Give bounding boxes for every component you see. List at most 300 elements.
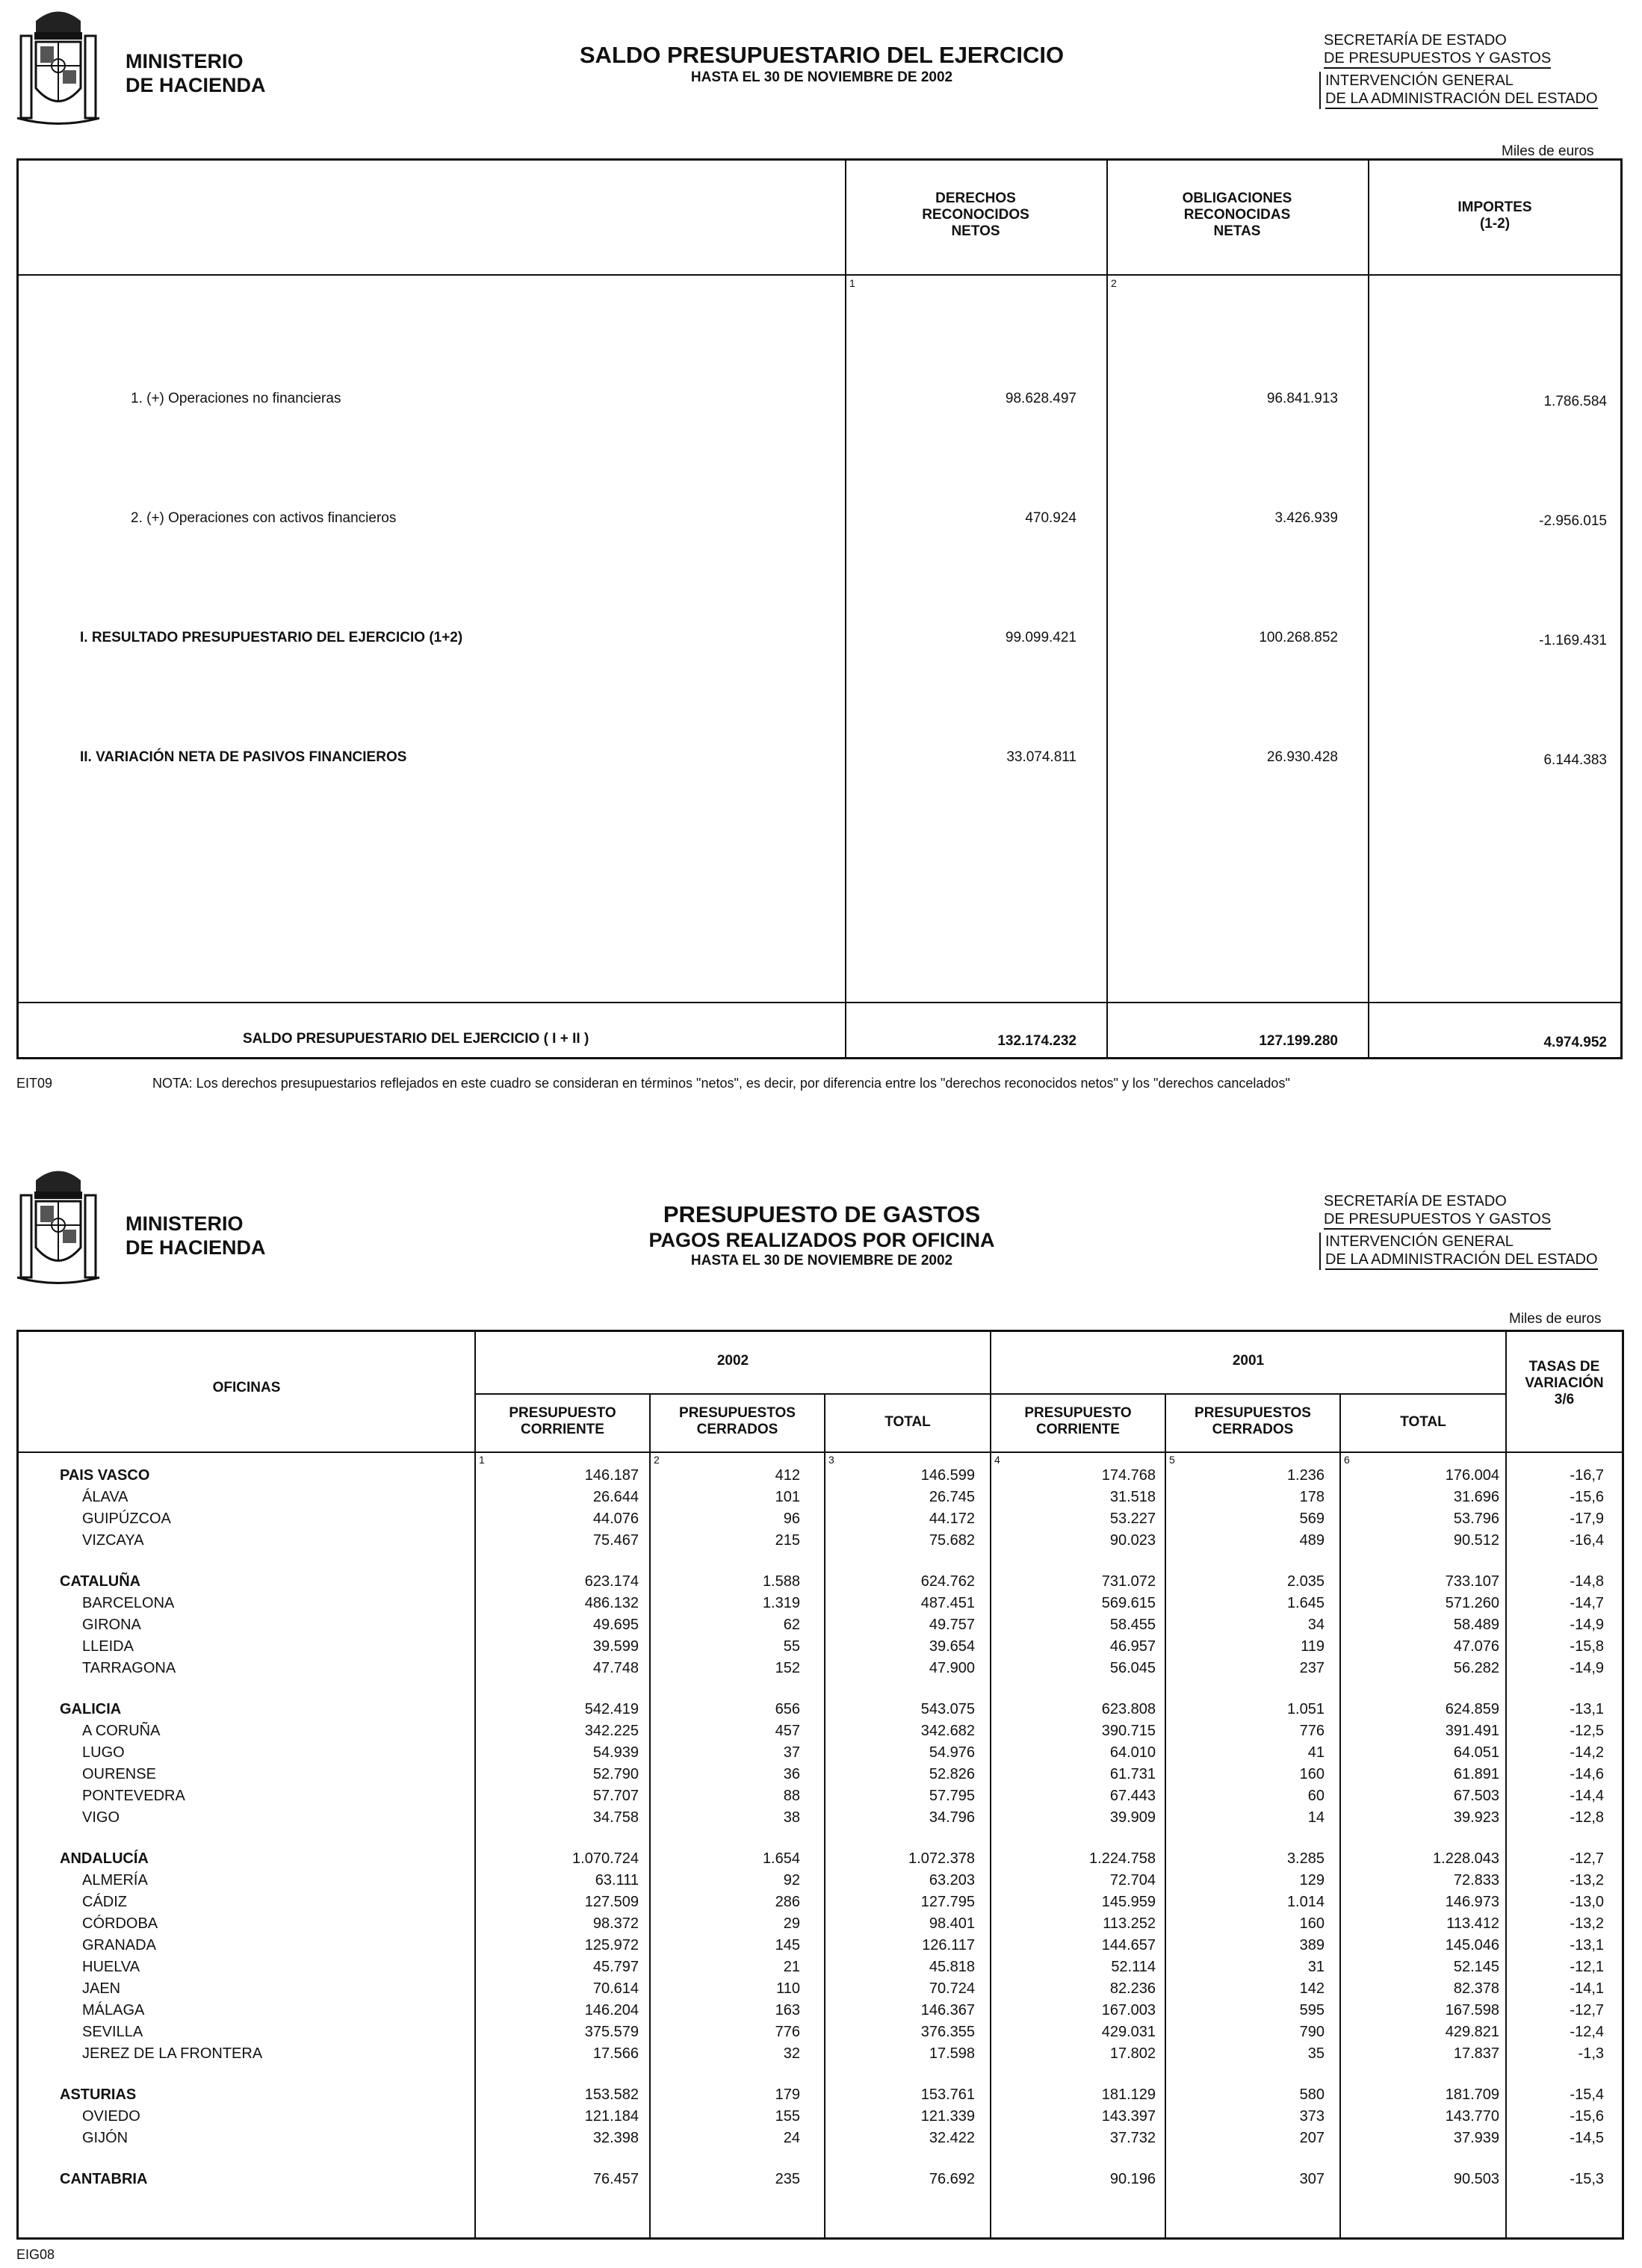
cell-value: 17.566 [592,2045,639,2062]
cell-value: 207 [1299,2130,1325,2146]
cell-value: 127.795 [920,1894,975,1910]
cell-value: 237 [1299,1660,1325,1676]
office-row [19,2128,1641,2149]
office-row [19,1935,1641,1956]
cell-value: 160 [1299,1915,1325,1932]
cell-value: 24 [783,2130,800,2146]
cell-value: -15,3 [1570,2171,1604,2187]
cell-value: 1.228.043 [1433,1850,1499,1867]
office-row [19,1913,1641,1935]
cell-value: 32.422 [929,2130,975,2146]
cell-value: 163 [775,2002,800,2018]
cell-value: 29 [783,1915,800,1932]
cell-value: 542.419 [584,1701,639,1717]
office-name: CATALUÑA [60,1573,141,1590]
office-name: VIZCAYA [82,1532,144,1549]
cell-value: 146.599 [920,1467,975,1484]
cell-value: 75.467 [592,1532,639,1549]
cell-value: 39.909 [1109,1809,1156,1826]
row-value: 26.930.428 [1266,749,1338,765]
cell-value: 88 [783,1788,800,1804]
cell-value: 56.282 [1453,1660,1499,1676]
cell-value: -13,2 [1570,1915,1604,1932]
office-row [19,1487,1641,1508]
cell-value: 571.260 [1445,1595,1499,1611]
cell-value: 391.491 [1445,1723,1499,1739]
cell-value: 153.761 [920,2086,975,2103]
cell-value: 776 [1299,1723,1325,1739]
ministry-name [126,49,266,97]
cell-value: 1.014 [1286,1894,1325,1910]
cell-value: 67.443 [1109,1788,1156,1804]
secretaria-line1: SECRETARÍA DE ESTADO [1324,32,1507,49]
cell-value: 125.972 [584,1937,639,1953]
cell-value: -13,1 [1570,1701,1604,1717]
cell-value: 63.111 [595,1872,639,1889]
cell-value: 121.339 [920,2108,975,2125]
office-row [19,1720,1641,1742]
cell-value: -14,6 [1570,1766,1604,1782]
region-row [19,1699,1641,1720]
cell-value: 41 [1307,1744,1325,1761]
cell-value: 1.070.724 [572,1850,639,1867]
coat-of-arms-icon [13,1165,103,1285]
cell-value: 38 [783,1809,800,1826]
cell-value: 623.808 [1101,1701,1156,1717]
presupuesto-corriente-header: PRESUPUESTO CORRIENTE [1024,1405,1132,1437]
cell-value: 21 [783,1959,800,1975]
total-value: 4.974.952 [1543,1035,1607,1050]
cell-value: 47.900 [929,1660,975,1676]
cell-value: 412 [775,1467,800,1484]
cell-value: 489 [1299,1532,1325,1549]
cell-value: -13,1 [1570,1937,1604,1953]
cell-value: 486.132 [584,1595,639,1611]
cell-value: 429.031 [1101,2024,1156,2040]
ministry-name [126,1212,266,1260]
ministry-line1: MINISTERIO [126,50,244,72]
cell-value: 543.075 [920,1701,975,1717]
cell-value: -15,6 [1570,1489,1604,1505]
cell-value: 60 [1307,1788,1325,1804]
office-name: OVIEDO [82,2108,140,2125]
cell-value: 1.645 [1286,1595,1325,1611]
report1-note: NOTA: Los derechos presupuestarios reflejados en este cuadro se consideran en términos "netos", es decir, por diferencia entre los "derechos reconocidos netos" y los "derechos cancelados" [152,1076,1290,1091]
cell-value: 3.285 [1286,1850,1325,1867]
cell-value: 14 [1307,1809,1325,1826]
cell-value: 31.518 [1109,1489,1156,1505]
report1-subtitle: HASTA EL 30 DE NOVIEMBRE DE 2002 [690,69,953,85]
presupuesto-corriente-header: PRESUPUESTO CORRIENTE [509,1405,616,1437]
cell-value: 121.184 [584,2108,639,2125]
row-value: 100.268.852 [1259,630,1338,645]
row-label: II. VARIACIÓN NETA DE PASIVOS FINANCIEROS [80,749,407,765]
office-name: LLEIDA [82,1638,134,1655]
cell-value: 176.004 [1445,1467,1499,1484]
cell-value: 2.035 [1286,1573,1325,1590]
row-value: 3.426.939 [1274,510,1338,526]
cell-value: 110 [776,1980,800,1997]
cell-value: 44.172 [929,1511,975,1527]
cell-value: 569.615 [1101,1595,1156,1611]
row-label: 2. (+) Operaciones con activos financieros [131,510,397,526]
cell-value: 37.732 [1109,2130,1156,2146]
cell-value: 733.107 [1445,1573,1499,1590]
office-name: GUIPÚZCOA [82,1511,171,1527]
cell-value: 160 [1299,1766,1325,1782]
office-row [19,2000,1641,2021]
ministry-line2: DE HACIENDA [126,1236,266,1259]
cell-value: 34.758 [592,1809,639,1826]
cell-value: 26.745 [929,1489,975,1505]
cell-value: 307 [1299,2171,1325,2187]
cell-value: 152 [775,1660,800,1676]
cell-value: 49.695 [592,1617,639,1633]
cell-value: 64.010 [1109,1744,1156,1761]
report2-table [16,1330,1624,2240]
tasas-header: TASAS DE VARIACIÓN 3/6 [1525,1359,1604,1407]
cell-value: 179 [775,2086,800,2103]
region-row [19,1571,1641,1593]
cell-value: 39.654 [929,1638,975,1655]
cell-value: 17.802 [1109,2045,1156,2062]
cell-value: 1.072.378 [908,1850,975,1867]
cell-value: -12,1 [1570,1959,1604,1975]
cell-value: 76.692 [929,2171,975,2187]
col-importes-header: IMPORTES (1-2) [1457,199,1532,232]
row-value: 33.074.811 [1006,749,1076,765]
cell-value: 46.957 [1109,1638,1156,1655]
office-row [19,1807,1641,1829]
cell-value: 31.696 [1453,1489,1499,1505]
col-derechos-header: DERECHOS RECONOCIDOS NETOS [922,190,1029,239]
ministry-line2: DE HACIENDA [126,74,266,96]
office-row [19,1742,1641,1764]
cell-value: 35 [1307,2045,1325,2062]
office-row [19,1785,1641,1807]
cell-value: -14,4 [1570,1788,1604,1804]
cell-value: 1.236 [1286,1467,1325,1484]
office-row [19,1530,1641,1552]
row-value: 6.144.383 [1543,752,1607,768]
report1-units: Miles de euros [1502,143,1594,159]
cell-value: 63.203 [929,1872,975,1889]
cell-value: 52.114 [1111,1959,1156,1975]
cell-value: -15,6 [1570,2108,1604,2125]
cell-value: 76.457 [592,2171,639,2187]
row-label: I. RESULTADO PRESUPUESTARIO DEL EJERCICIO (1+2) [80,630,463,645]
cell-value: 624.859 [1445,1701,1499,1717]
cell-value: -14,9 [1570,1617,1604,1633]
cell-value: 56.045 [1109,1660,1156,1676]
cell-value: 55 [783,1638,800,1655]
office-name: ANDALUCÍA [60,1850,149,1867]
cell-value: 75.682 [929,1532,975,1549]
office-name: SEVILLA [82,2024,143,2040]
cell-value: 390.715 [1101,1723,1156,1739]
office-row [19,1658,1641,1679]
office-name: VIGO [82,1809,120,1826]
cell-value: 457 [775,1723,800,1739]
cell-value: 142 [1299,1980,1325,1997]
report1-title: SALDO PRESUPUESTARIO DEL EJERCICIO [579,42,1065,68]
cell-value: 26.644 [592,1489,639,1505]
office-name: BARCELONA [82,1595,175,1611]
cell-value: 790 [1299,2024,1325,2040]
col-obligaciones-header: OBLIGACIONES RECONOCIDAS NETAS [1182,190,1292,239]
secretaria-line1: SECRETARÍA DE ESTADO [1324,1193,1507,1209]
cell-value: 54.976 [929,1744,975,1761]
region-row [19,1465,1641,1487]
cell-value: 39.923 [1453,1809,1499,1826]
cell-value: 90.512 [1453,1532,1499,1549]
cell-value: 17.598 [929,2045,975,2062]
cell-value: -12,7 [1570,1850,1604,1867]
total-value: 132.174.232 [997,1033,1076,1049]
office-row [19,1870,1641,1891]
cell-value: 126.117 [922,1937,975,1953]
cell-value: 146.973 [1445,1894,1499,1910]
report1-table [16,158,1623,1059]
cell-value: 1.051 [1286,1701,1325,1717]
cell-value: 72.704 [1109,1872,1156,1889]
cell-value: 57.795 [929,1788,975,1804]
office-row [19,1956,1641,1978]
col-number: 2 [1111,277,1117,289]
office-name: JEREZ DE LA FRONTERA [82,2045,263,2062]
cell-value: 57.707 [592,1788,639,1804]
cell-value: 52.790 [592,1766,639,1782]
cell-value: 342.225 [584,1723,639,1739]
cell-value: 119 [1301,1638,1325,1655]
total-header: TOTAL [884,1414,931,1430]
cell-value: 153.582 [584,2086,639,2103]
col-number: 2 [654,1454,660,1466]
office-name: ÁLAVA [82,1489,128,1505]
intervencion-block [1319,1233,1598,1270]
oficinas-header: OFICINAS [212,1380,281,1395]
office-row [19,2043,1641,2065]
office-name: GRANADA [82,1937,156,1953]
cell-value: 487.451 [920,1595,975,1611]
cell-value: 34.796 [929,1809,975,1826]
cell-value: 342.682 [920,1723,975,1739]
col-number: 1 [479,1454,485,1466]
cell-value: 61.731 [1109,1766,1156,1782]
cell-value: 52.145 [1453,1959,1499,1975]
row-value: 96.841.913 [1266,391,1338,406]
cell-value: -12,5 [1570,1723,1604,1739]
ministry-line1: MINISTERIO [126,1212,244,1235]
cell-value: 52.826 [929,1766,975,1782]
cell-value: 580 [1299,2086,1325,2103]
cell-value: 39.599 [592,1638,639,1655]
cell-value: 37 [783,1744,800,1761]
cell-value: 36 [783,1766,800,1782]
report1-code: EIT09 [16,1076,53,1091]
cell-value: 53.227 [1109,1511,1156,1527]
cell-value: 90.196 [1109,2171,1156,2187]
office-row [19,1978,1641,2000]
cell-value: 731.072 [1101,1573,1156,1590]
cell-value: 1.319 [762,1595,800,1611]
cell-value: 45.818 [929,1959,975,1975]
report2-code: EIG08 [16,2247,55,2262]
office-name: TARRAGONA [82,1660,176,1676]
cell-value: 92 [783,1872,800,1889]
cell-value: -14,9 [1570,1660,1604,1676]
cell-value: 144.657 [1101,1937,1156,1953]
cell-value: -14,2 [1570,1744,1604,1761]
cell-value: 45.797 [592,1959,639,1975]
year-2002-header: 2002 [716,1353,749,1369]
cell-value: 146.367 [920,2002,975,2018]
cell-value: 70.614 [592,1980,639,1997]
cell-value: 167.598 [1445,2002,1499,2018]
cell-value: 82.236 [1109,1980,1156,1997]
office-row [19,1636,1641,1658]
intervencion-line2: DE LA ADMINISTRACIÓN DEL ESTADO [1325,1251,1598,1270]
office-name: CÓRDOBA [82,1915,158,1932]
cell-value: 17.837 [1453,2045,1499,2062]
cell-value: 145 [775,1937,800,1953]
office-row [19,1508,1641,1530]
presupuestos-cerrados-header: PRESUPUESTOS CERRADOS [679,1405,796,1437]
cell-value: 49.757 [929,1617,975,1633]
cell-value: 776 [775,2024,800,2040]
row-value: 470.924 [1025,510,1076,526]
cell-value: 145.959 [1101,1894,1156,1910]
year-2001-header: 2001 [1232,1353,1265,1369]
cell-value: -13,0 [1570,1894,1604,1910]
secretaria-line2: DE PRESUPUESTOS Y GASTOS [1324,49,1551,69]
cell-value: 376.355 [920,2024,975,2040]
row-value: -1.169.431 [1539,633,1607,648]
row-value: 99.099.421 [1005,630,1076,645]
cell-value: 32.398 [592,2130,639,2146]
report2-title: PRESUPUESTO DE GASTOS [663,1201,981,1227]
office-name: PONTEVEDRA [82,1788,185,1804]
cell-value: -14,5 [1570,2130,1604,2146]
cell-value: 58.455 [1109,1617,1156,1633]
intervencion-line2: DE LA ADMINISTRACIÓN DEL ESTADO [1325,90,1598,109]
cell-value: 1.224.758 [1089,1850,1156,1867]
cell-value: 595 [1299,2002,1325,2018]
office-name: GALICIA [60,1701,122,1717]
coat-of-arms-icon [13,6,103,126]
cell-value: -12,4 [1570,2024,1604,2040]
cell-value: 1.654 [762,1850,800,1867]
cell-value: 113.252 [1103,1915,1156,1932]
row-label: 1. (+) Operaciones no financieras [131,391,341,406]
cell-value: 96 [783,1511,800,1527]
cell-value: 70.724 [929,1980,975,1997]
cell-value: -14,8 [1570,1573,1604,1590]
cell-value: 178 [1299,1489,1325,1505]
cell-value: 623.174 [584,1573,639,1590]
cell-value: 569 [1299,1511,1325,1527]
office-row [19,1764,1641,1785]
cell-value: 181.709 [1445,2086,1499,2103]
cell-value: -13,2 [1570,1872,1604,1889]
region-row [19,1848,1641,1870]
total-header: TOTAL [1400,1414,1446,1430]
total-label: SALDO PRESUPUESTARIO DEL EJERCICIO ( I + II ) [243,1031,589,1047]
office-row [19,2021,1641,2043]
cell-value: 98.372 [592,1915,639,1932]
office-name: LUGO [82,1744,125,1761]
cell-value: 90.503 [1453,2171,1499,2187]
col-number: 4 [994,1454,1000,1466]
intervencion-line1: INTERVENCIÓN GENERAL [1325,72,1514,89]
cell-value: -15,8 [1570,1638,1604,1655]
presupuestos-cerrados-header: PRESUPUESTOS CERRADOS [1195,1405,1311,1437]
cell-value: 174.768 [1101,1467,1156,1484]
office-row [19,1593,1641,1614]
cell-value: 235 [775,2171,800,2187]
cell-value: 389 [1299,1937,1325,1953]
cell-value: 143.770 [1445,2108,1499,2125]
cell-value: 67.503 [1453,1788,1499,1804]
cell-value: 1.588 [762,1573,800,1590]
office-name: A CORUÑA [82,1723,161,1739]
cell-value: 167.003 [1101,2002,1156,2018]
report2-title2: PAGOS REALIZADOS POR OFICINA [648,1229,995,1251]
cell-value: 82.378 [1453,1980,1499,1997]
region-row [19,2169,1641,2190]
cell-value: 44.076 [592,1511,639,1527]
cell-value: 656 [775,1701,800,1717]
total-value: 127.199.280 [1259,1033,1338,1049]
cell-value: 127.509 [584,1894,639,1910]
office-name: ALMERÍA [82,1872,148,1889]
office-name: MÁLAGA [82,2002,145,2018]
office-name: CÁDIZ [82,1894,127,1910]
cell-value: 47.076 [1453,1638,1499,1655]
row-value: -2.956.015 [1539,513,1607,529]
cell-value: 53.796 [1453,1511,1499,1527]
office-name: ASTURIAS [60,2086,137,2103]
intervencion-line1: INTERVENCIÓN GENERAL [1325,1233,1514,1250]
cell-value: 90.023 [1109,1532,1156,1549]
cell-value: 286 [775,1894,800,1910]
office-name: OURENSE [82,1766,156,1782]
cell-value: -15,4 [1570,2086,1604,2103]
cell-value: 146.187 [584,1467,639,1484]
cell-value: 129 [1299,1872,1325,1889]
office-row [19,2106,1641,2128]
cell-value: 429.821 [1445,2024,1499,2040]
cell-value: 101 [775,1489,800,1505]
secretaria-line2: DE PRESUPUESTOS Y GASTOS [1324,1210,1551,1230]
region-row [19,2084,1641,2106]
row-value: 98.628.497 [1005,391,1076,406]
cell-value: -1,3 [1578,2045,1604,2062]
col-number: 3 [828,1454,834,1466]
cell-value: 62 [783,1617,800,1633]
cell-value: -16,7 [1570,1467,1604,1484]
cell-value: 58.489 [1453,1617,1499,1633]
cell-value: 98.401 [929,1915,975,1932]
cell-value: 373 [1299,2108,1325,2125]
report2-units: Miles de euros [1509,1311,1602,1327]
cell-value: 54.939 [592,1744,639,1761]
cell-value: 64.051 [1453,1744,1499,1761]
col-number: 6 [1344,1454,1350,1466]
office-row [19,1891,1641,1913]
cell-value: 181.129 [1101,2086,1156,2103]
cell-value: 145.046 [1445,1937,1499,1953]
